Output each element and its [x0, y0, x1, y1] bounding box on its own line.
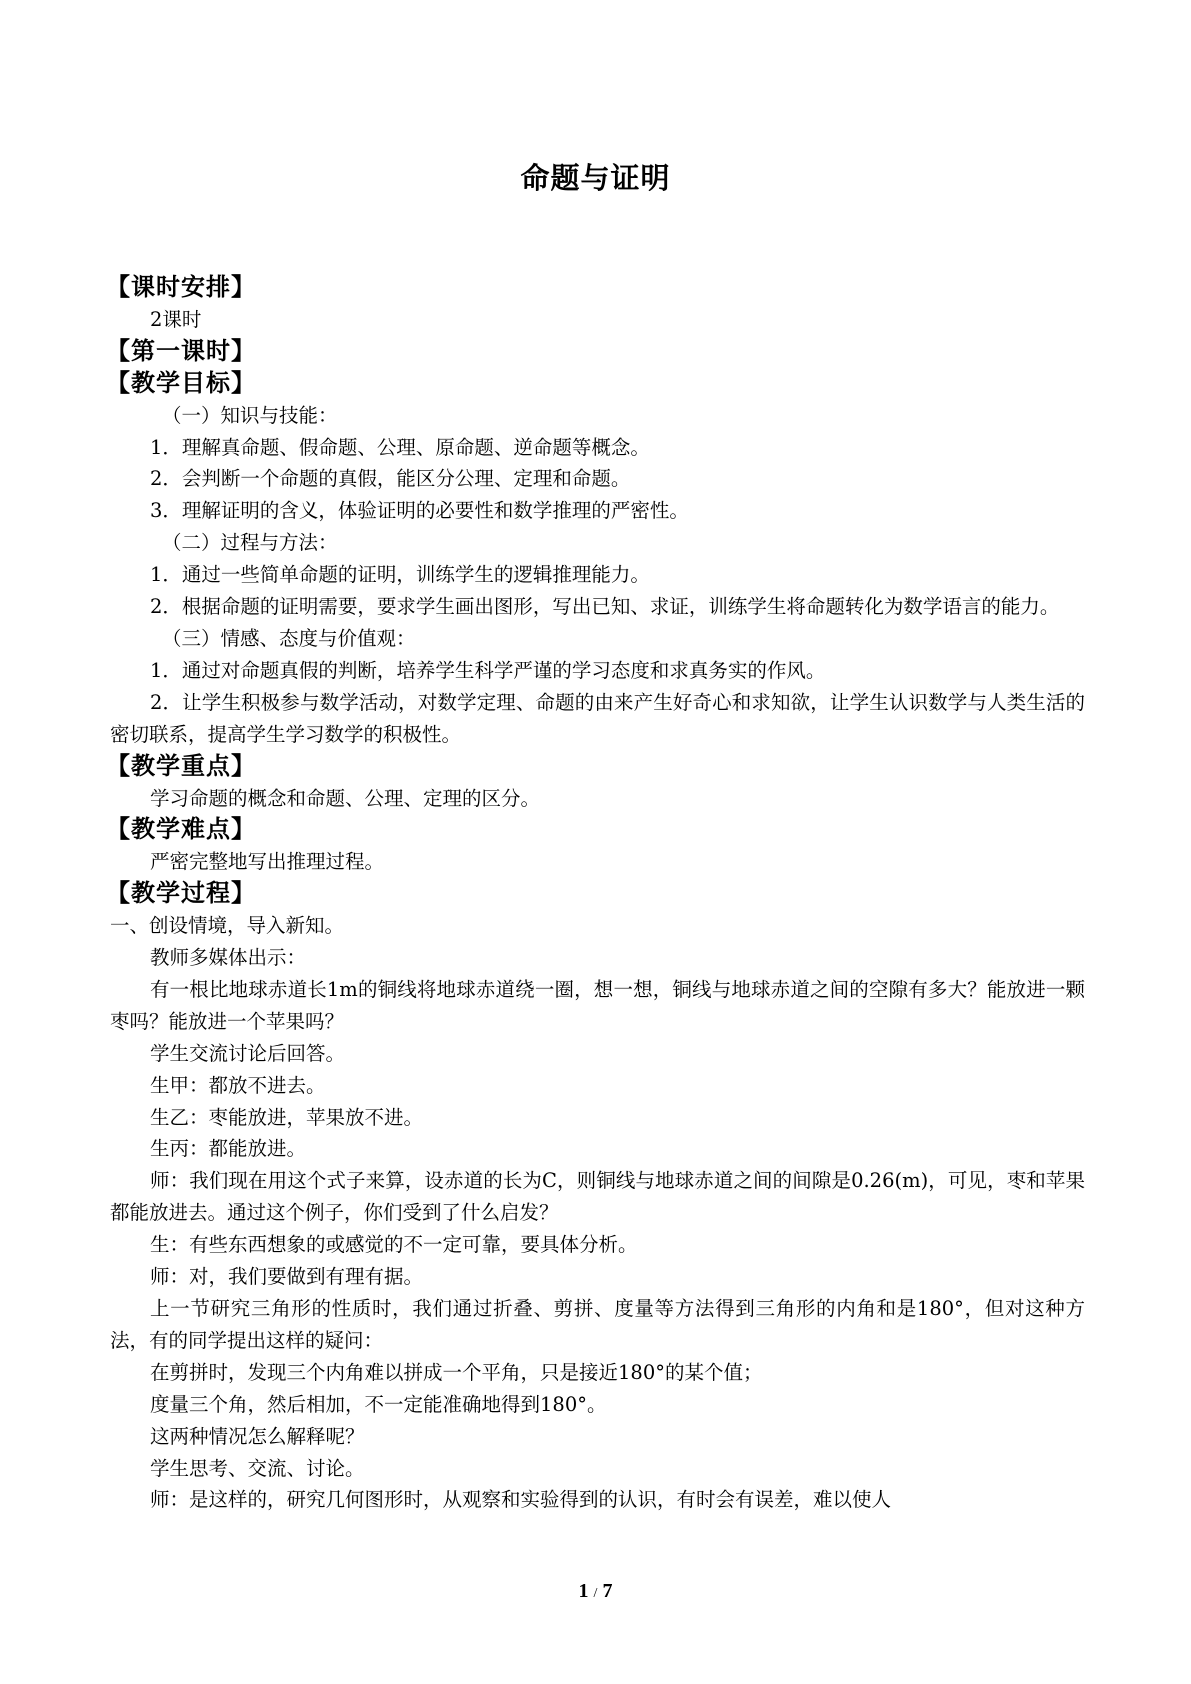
section-heading: 【教学过程】 — [106, 879, 256, 908]
paragraph: 在剪拼时，发现三个内角难以拼成一个平角，只是接近180°的某个值； — [150, 1360, 763, 1384]
paragraph: 1．通过一些简单命题的证明，训练学生的逻辑推理能力。 — [150, 563, 650, 587]
section-heading: 【第一课时】 — [106, 336, 256, 365]
paragraph: 师：是这样的，研究几何图形时，从观察和实验得到的认识，有时会有误差，难以使人 — [150, 1488, 892, 1512]
paragraph: 生乙：枣能放进，苹果放不进。 — [150, 1105, 424, 1129]
paragraph: 教师多媒体出示： — [150, 946, 307, 970]
paragraph: 2．让学生积极参与数学活动，对数学定理、命题的由来产生好奇心和求知欲，让学生认识数学与人类生活的密切联系，提高学生学习数学的积极性。 — [110, 690, 1085, 746]
paragraph: 师：对，我们要做到有理有据。 — [150, 1265, 424, 1289]
paragraph: 度量三个角，然后相加，不一定能准确地得到180°。 — [150, 1392, 607, 1416]
paragraph: 这两种情况怎么解释呢？ — [150, 1424, 365, 1448]
paragraph: 师：我们现在用这个式子来算，设赤道的长为C，则铜线与地球赤道之间的间隙是0.26(m)，可见，枣和苹果都能放进去。通过这个例子，你们受到了什么启发？ — [110, 1169, 1085, 1225]
page-current: 1 — [578, 1580, 589, 1602]
document-title: 命题与证明 — [520, 161, 671, 195]
paragraph: 学生交流讨论后回答。 — [150, 1041, 346, 1065]
page-number — [0, 1580, 1191, 1603]
paragraph: 生：有些东西想象的或感觉的不一定可靠，要具体分析。 — [150, 1233, 638, 1257]
paragraph: （三）情感、态度与价值观： — [162, 626, 416, 650]
page-total: 7 — [602, 1580, 613, 1602]
section-heading: 【课时安排】 — [106, 273, 256, 301]
paragraph: 一、创设情境，导入新知。 — [110, 914, 345, 938]
section-heading: 【教学目标】 — [106, 368, 256, 397]
paragraph: （二）过程与方法： — [162, 531, 338, 555]
page-separator: / — [593, 1586, 598, 1601]
document-body — [106, 272, 1085, 1516]
paragraph: 2．会判断一个命题的真假，能区分公理、定理和命题。 — [150, 467, 631, 491]
section-heading: 【教学难点】 — [106, 815, 256, 844]
paragraph: 1．理解真命题、假命题、公理、原命题、逆命题等概念。 — [150, 435, 650, 459]
paragraph: 3．理解证明的含义，体验证明的必要性和数学推理的严密性。 — [150, 499, 689, 523]
paragraph: 2课时 — [150, 307, 202, 331]
paragraph: 有一根比地球赤道长1m的铜线将地球赤道绕一圈，想一想，铜线与地球赤道之间的空隙有多大？能放进一颗枣吗？能放进一个苹果吗？ — [110, 977, 1085, 1033]
paragraph: 1．通过对命题真假的判断，培养学生科学严谨的学习态度和求真务实的作风。 — [150, 658, 826, 682]
section-heading: 【教学重点】 — [106, 751, 256, 780]
paragraph: （一）知识与技能： — [162, 403, 338, 427]
paragraph: 2．根据命题的证明需要，要求学生画出图形，写出已知、求证，训练学生将命题转化为数学语言的能力。 — [150, 595, 1060, 619]
paragraph: 严密完整地写出推理过程。 — [150, 850, 385, 874]
paragraph: 学习命题的概念和命题、公理、定理的区分。 — [150, 786, 541, 810]
paragraph: 学生思考、交流、讨论。 — [150, 1456, 365, 1480]
paragraph: 上一节研究三角形的性质时，我们通过折叠、剪拼、度量等方法得到三角形的内角和是180°，但对这种方法，有的同学提出这样的疑问： — [110, 1297, 1085, 1352]
paragraph: 生丙：都能放进。 — [150, 1137, 307, 1161]
paragraph: 生甲：都放不进去。 — [150, 1073, 326, 1097]
